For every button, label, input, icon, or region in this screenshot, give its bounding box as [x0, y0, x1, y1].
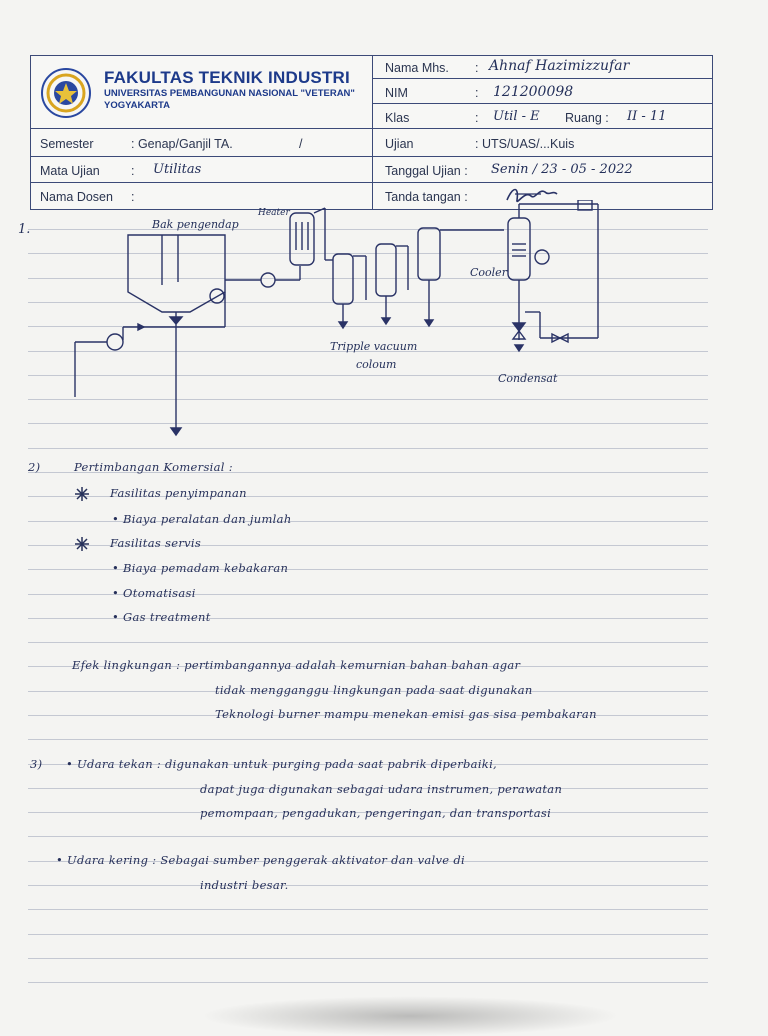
settling-tank [128, 235, 225, 312]
answer-2-efek-2: tidak mengganggu lingkungan pada saat digunakan [215, 683, 533, 697]
nama-mhs-label: Nama Mhs. [385, 61, 449, 75]
ruled-line [28, 836, 708, 837]
nama-mhs-value: Ahnaf Hazimizzufar [489, 58, 630, 74]
nim-colon: : [475, 86, 479, 100]
university-city: YOGYAKARTA [104, 100, 170, 111]
answer-2-fasilitas-penyimpanan: Fasilitas penyimpanan [110, 486, 247, 500]
ujian-value: : UTS/UAS/...Kuis [475, 137, 575, 151]
nama-dosen-colon: : [131, 190, 135, 204]
semester-slash: / [299, 137, 303, 151]
answer-2-fasilitas-servis: Fasilitas servis [110, 536, 202, 550]
university-name: UNIVERSITAS PEMBANGUNAN NASIONAL "VETERAN" [104, 88, 355, 99]
vacuum-column-3 [418, 228, 440, 280]
process-diagram-svg [0, 200, 768, 450]
feed-pump-icon [107, 334, 123, 350]
mata-ujian-value: Utilitas [153, 162, 202, 177]
ruled-line [28, 885, 708, 886]
tanggal-label: Tanggal Ujian : [385, 164, 468, 178]
vacuum-column-2 [376, 244, 396, 296]
label-condensat: Condensat [498, 372, 558, 385]
answer-2-efek-1: Efek lingkungan : pertimbangannya adalah kemurnian bahan bahan agar [72, 658, 521, 672]
answer-3-number: 3) [30, 757, 43, 771]
klas-value: Util - E [493, 109, 540, 124]
vent-valve-icon [578, 200, 592, 210]
mata-ujian-colon: : [131, 164, 135, 178]
mata-ujian-label: Mata Ujian [40, 164, 100, 178]
ruled-line [28, 642, 708, 643]
klas-colon: : [475, 111, 479, 125]
page-shadow [200, 996, 620, 1036]
vacuum-column-1 [333, 254, 353, 304]
asterisk-icon [74, 486, 90, 502]
nama-dosen-label: Nama Dosen [40, 190, 113, 204]
ruled-line [28, 909, 708, 910]
tanggal-value: Senin / 23 - 05 - 2022 [491, 162, 633, 177]
answer-2-otomatisasi: • Otomatisasi [112, 586, 196, 600]
answer-3-line-2: dapat juga digunakan sebagai udara instrumen, perawatan [200, 782, 563, 796]
ruang-label: Ruang : [565, 111, 609, 125]
ruled-line [28, 739, 708, 740]
answer-3-udara-tekan: • Udara tekan : digunakan untuk purging pada saat pabrik diperbaiki, [66, 757, 498, 771]
process-diagram [0, 200, 768, 450]
label-cooler: Cooler [470, 266, 507, 279]
label-heater: Heater [258, 208, 290, 218]
nama-mhs-colon: : [475, 61, 479, 75]
answer-3-line-3: pemompaan, pengadukan, pengeringan, dan transportasi [200, 806, 552, 820]
question-1-number: 1. [18, 222, 31, 237]
ruang-value: II - 11 [627, 109, 667, 124]
answer-2-biaya-pemadam: • Biaya pemadam kebakaran [112, 561, 289, 575]
answer-2-title: Pertimbangan Komersial : [74, 460, 233, 474]
label-coloum: coloum [356, 358, 397, 371]
ruled-line [28, 982, 708, 983]
klas-label: Klas [385, 111, 410, 125]
asterisk-icon [74, 536, 90, 552]
nim-label: NIM [385, 86, 408, 100]
ruled-line [28, 958, 708, 959]
tanda-tangan-label: Tanda tangan : [385, 190, 468, 204]
semester-label: Semester [40, 137, 94, 151]
transfer-pump-icon [261, 273, 275, 287]
ujian-label: Ujian [385, 137, 414, 151]
label-bak-pengendap: Bak pengendap [152, 218, 239, 231]
answer-2-gas-treatment: • Gas treatment [112, 610, 211, 624]
semester-value: : Genap/Ganjil TA. [131, 137, 233, 151]
label-tripple-vacuum: Tripple vacuum [330, 340, 418, 353]
university-seal-icon [40, 67, 92, 119]
nim-value: 121200098 [493, 84, 574, 100]
answer-2-efek-3: Teknologi burner mampu menekan emisi gas sisa pembakaran [215, 707, 597, 721]
answer-2-number: 2) [28, 460, 41, 474]
faculty-title: FAKULTAS TEKNIK INDUSTRI [104, 68, 350, 87]
answer-2-biaya-peralatan: • Biaya peralatan dan jumlah [112, 512, 292, 526]
cooler-vessel [508, 218, 530, 280]
answer-3-udara-kering: • Udara kering : Sebagai sumber penggerak aktivator dan valve di [56, 853, 466, 867]
header-table [30, 55, 713, 210]
ruled-line [28, 934, 708, 935]
answer-3-line-5: industri besar. [200, 878, 289, 892]
